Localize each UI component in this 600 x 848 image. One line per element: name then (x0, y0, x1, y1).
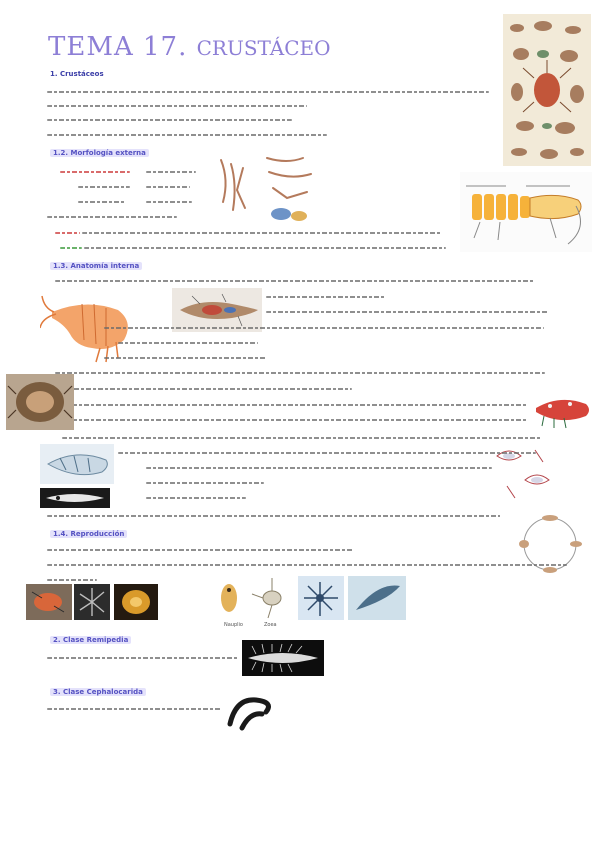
text-line (118, 452, 536, 454)
nauplio-image (214, 576, 244, 620)
text-line (55, 280, 535, 282)
gill-diagram-image (487, 440, 559, 506)
shrimp-anatomy-image (460, 172, 592, 252)
text-line (47, 134, 327, 136)
text-line (47, 515, 517, 517)
caption-zoea: Zoea (264, 622, 277, 628)
text-line (60, 247, 82, 249)
section-heading-crustaceos: 1. Crustáceos (50, 70, 104, 78)
text-line (146, 171, 196, 173)
text-line (84, 247, 446, 249)
section-heading-morfologia: 1.2. Morfología externa (50, 149, 149, 157)
text-line (78, 201, 126, 203)
larva-photo-1 (298, 576, 344, 620)
section-heading-cephalocarida: 3. Clase Cephalocarida (50, 688, 146, 696)
text-line (78, 186, 130, 188)
crab-shell-image (6, 374, 74, 430)
text-line (55, 372, 545, 374)
text-line (266, 296, 386, 298)
text-line (47, 119, 292, 121)
zoea-image (250, 576, 294, 620)
text-line (72, 404, 528, 406)
caption-nauplio: Nauplio (224, 622, 243, 628)
circulatory-xray-image (40, 488, 110, 508)
text-line (55, 232, 80, 234)
text-line (47, 105, 307, 107)
text-line (47, 708, 223, 710)
larva-photo-2 (348, 576, 406, 620)
text-line (266, 311, 548, 313)
text-line (47, 579, 97, 581)
section-heading-reproduccion: 1.4. Reproducción (50, 530, 127, 538)
text-line (146, 482, 264, 484)
reproduction-photo-1 (26, 584, 72, 620)
respiratory-diagram-image (40, 444, 114, 484)
section-heading-anatomia: 1.3. Anatomía interna (50, 262, 142, 270)
text-line (146, 497, 246, 499)
crayfish-anatomy-image (172, 288, 262, 332)
text-line (82, 232, 442, 234)
title-main: TEMA 17. (48, 32, 188, 62)
text-line (118, 342, 258, 344)
reproduction-photo-2 (74, 584, 110, 620)
text-line (47, 216, 177, 218)
cephalocarida-image (222, 690, 282, 732)
text-line (72, 419, 528, 421)
text-line (47, 91, 489, 93)
title-sub: CRUSTÁCEO (196, 36, 331, 60)
text-line (146, 201, 192, 203)
text-line (104, 327, 544, 329)
text-line (146, 467, 492, 469)
text-line (62, 388, 352, 390)
text-line (104, 357, 266, 359)
reproduction-photo-3 (114, 584, 158, 620)
page-title (48, 32, 331, 62)
text-line (47, 657, 239, 659)
section-heading-remipedia: 2. Clase Remipedia (50, 636, 131, 644)
red-crustacean-image (530, 388, 594, 432)
life-cycle-diagram-image (500, 508, 596, 578)
appendage-diagrams-image (207, 150, 319, 230)
text-line-cabeza (60, 171, 130, 173)
remipedia-image (242, 640, 324, 676)
text-line (146, 186, 190, 188)
text-line (47, 549, 353, 551)
crustacean-plate-image (503, 14, 591, 166)
text-line (62, 437, 542, 439)
text-line (47, 564, 567, 566)
